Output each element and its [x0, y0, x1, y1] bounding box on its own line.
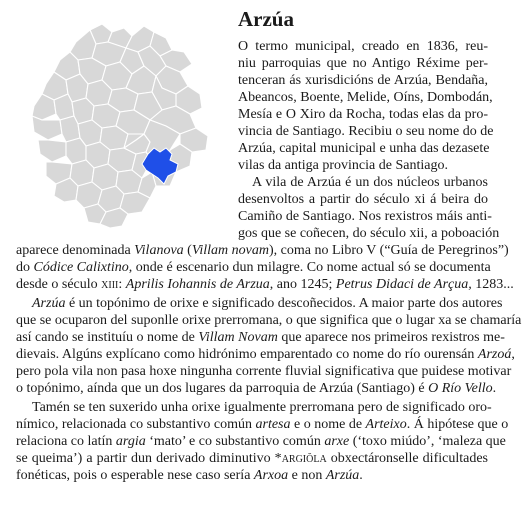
text-line: O termo municipal, creado en 1836, reu- [238, 39, 488, 54]
text-line: nímico, relacionada co substantivo común artesa e o nome de Arteixo. Á hipótese que o [16, 417, 509, 432]
text-line: do Códice Calixtino, onde é escenario dun milagre. Co nome actual só se documenta [16, 260, 491, 275]
text-line: Mesía e O Xiro da Rocha, todas elas da pro- [238, 107, 488, 122]
text-line: niu parroquias que no Antigo Réxime per- [238, 56, 488, 71]
text-line: vincia de Santiago. Recibiu o seu nome do de [238, 124, 494, 139]
text-line: A vila de Arzúa é un dos núcleos urbanos [252, 175, 488, 190]
text-line: así cando se instituíu o nome de Villam Novam que aparece nos primeiros rexistros me- [16, 330, 505, 345]
text-line: dievais. Algúns explícano como hidrónimo emparentado co nome do río ourensán Arzoá, [16, 347, 515, 362]
text-line: desde o século xiii: Aprilis Iohannis de Arzua, ano 1245; Petrus Didaci de Arçua, 1283... [16, 277, 514, 292]
text-line: Arzúa é un topónimo de orixe e significado descoñecidos. A maior parte dos autores [32, 296, 503, 311]
text-line: Tamén se ten suxerido unha orixe igualmente prerromana pero de significado oro- [32, 400, 492, 415]
text-line: fonéticas, pois o esperable nese caso sería Arxoa e non Arzúa. [16, 468, 363, 483]
municipality-shape [32, 116, 62, 140]
text-line: que se ocuparon del suponlle orixe prerromana, o que significa que o lugar xa se chamaría [16, 313, 522, 328]
text-line: Camiño de Santiago. Nos rexistros máis anti- [238, 209, 492, 224]
municipality-shape [38, 140, 66, 162]
page-title: Arzúa [238, 7, 294, 31]
text-line: o topónimo, aínda que un dos lugares da parroquia de Arzúa (Santiago) é O Río Vello. [16, 381, 497, 396]
text-line: desenvoltos a partir do século xi á beira do [238, 192, 488, 207]
text-line: relaciona co latín argia ‘mato’ e co substantivo común arxe (‘toxo miúdo’, ‘maleza que [16, 434, 506, 449]
text-line: pero pola vila non pasa hoxe ningunha corrente fluvial significativa que puidese motivar [16, 364, 512, 379]
municipality-shape [66, 138, 86, 164]
text-line: gos que se coñecen, do século xii, a poboación [238, 226, 500, 241]
text-line: se queima’) a partir dun derivado diminutivo *argiŏla obxectáronselle dificultades [16, 451, 488, 466]
text-line: aparece denominada Vilanova (Villam novam), coma no Libro V (“Guía de Peregrinos”) [16, 243, 509, 258]
text-line: Abeancos, Boente, Melide, Oíns, Dombodán, [238, 90, 493, 105]
province-map [20, 2, 230, 232]
text-line: Arzúa, capital municipal e unha das dezasete [238, 141, 490, 156]
text-line: vilas da antiga provincia de Santiago. [238, 158, 448, 173]
map-figure [20, 2, 230, 232]
text-line: tenceran ás xurisdicións de Arzúa, Bendaña, [238, 73, 488, 88]
